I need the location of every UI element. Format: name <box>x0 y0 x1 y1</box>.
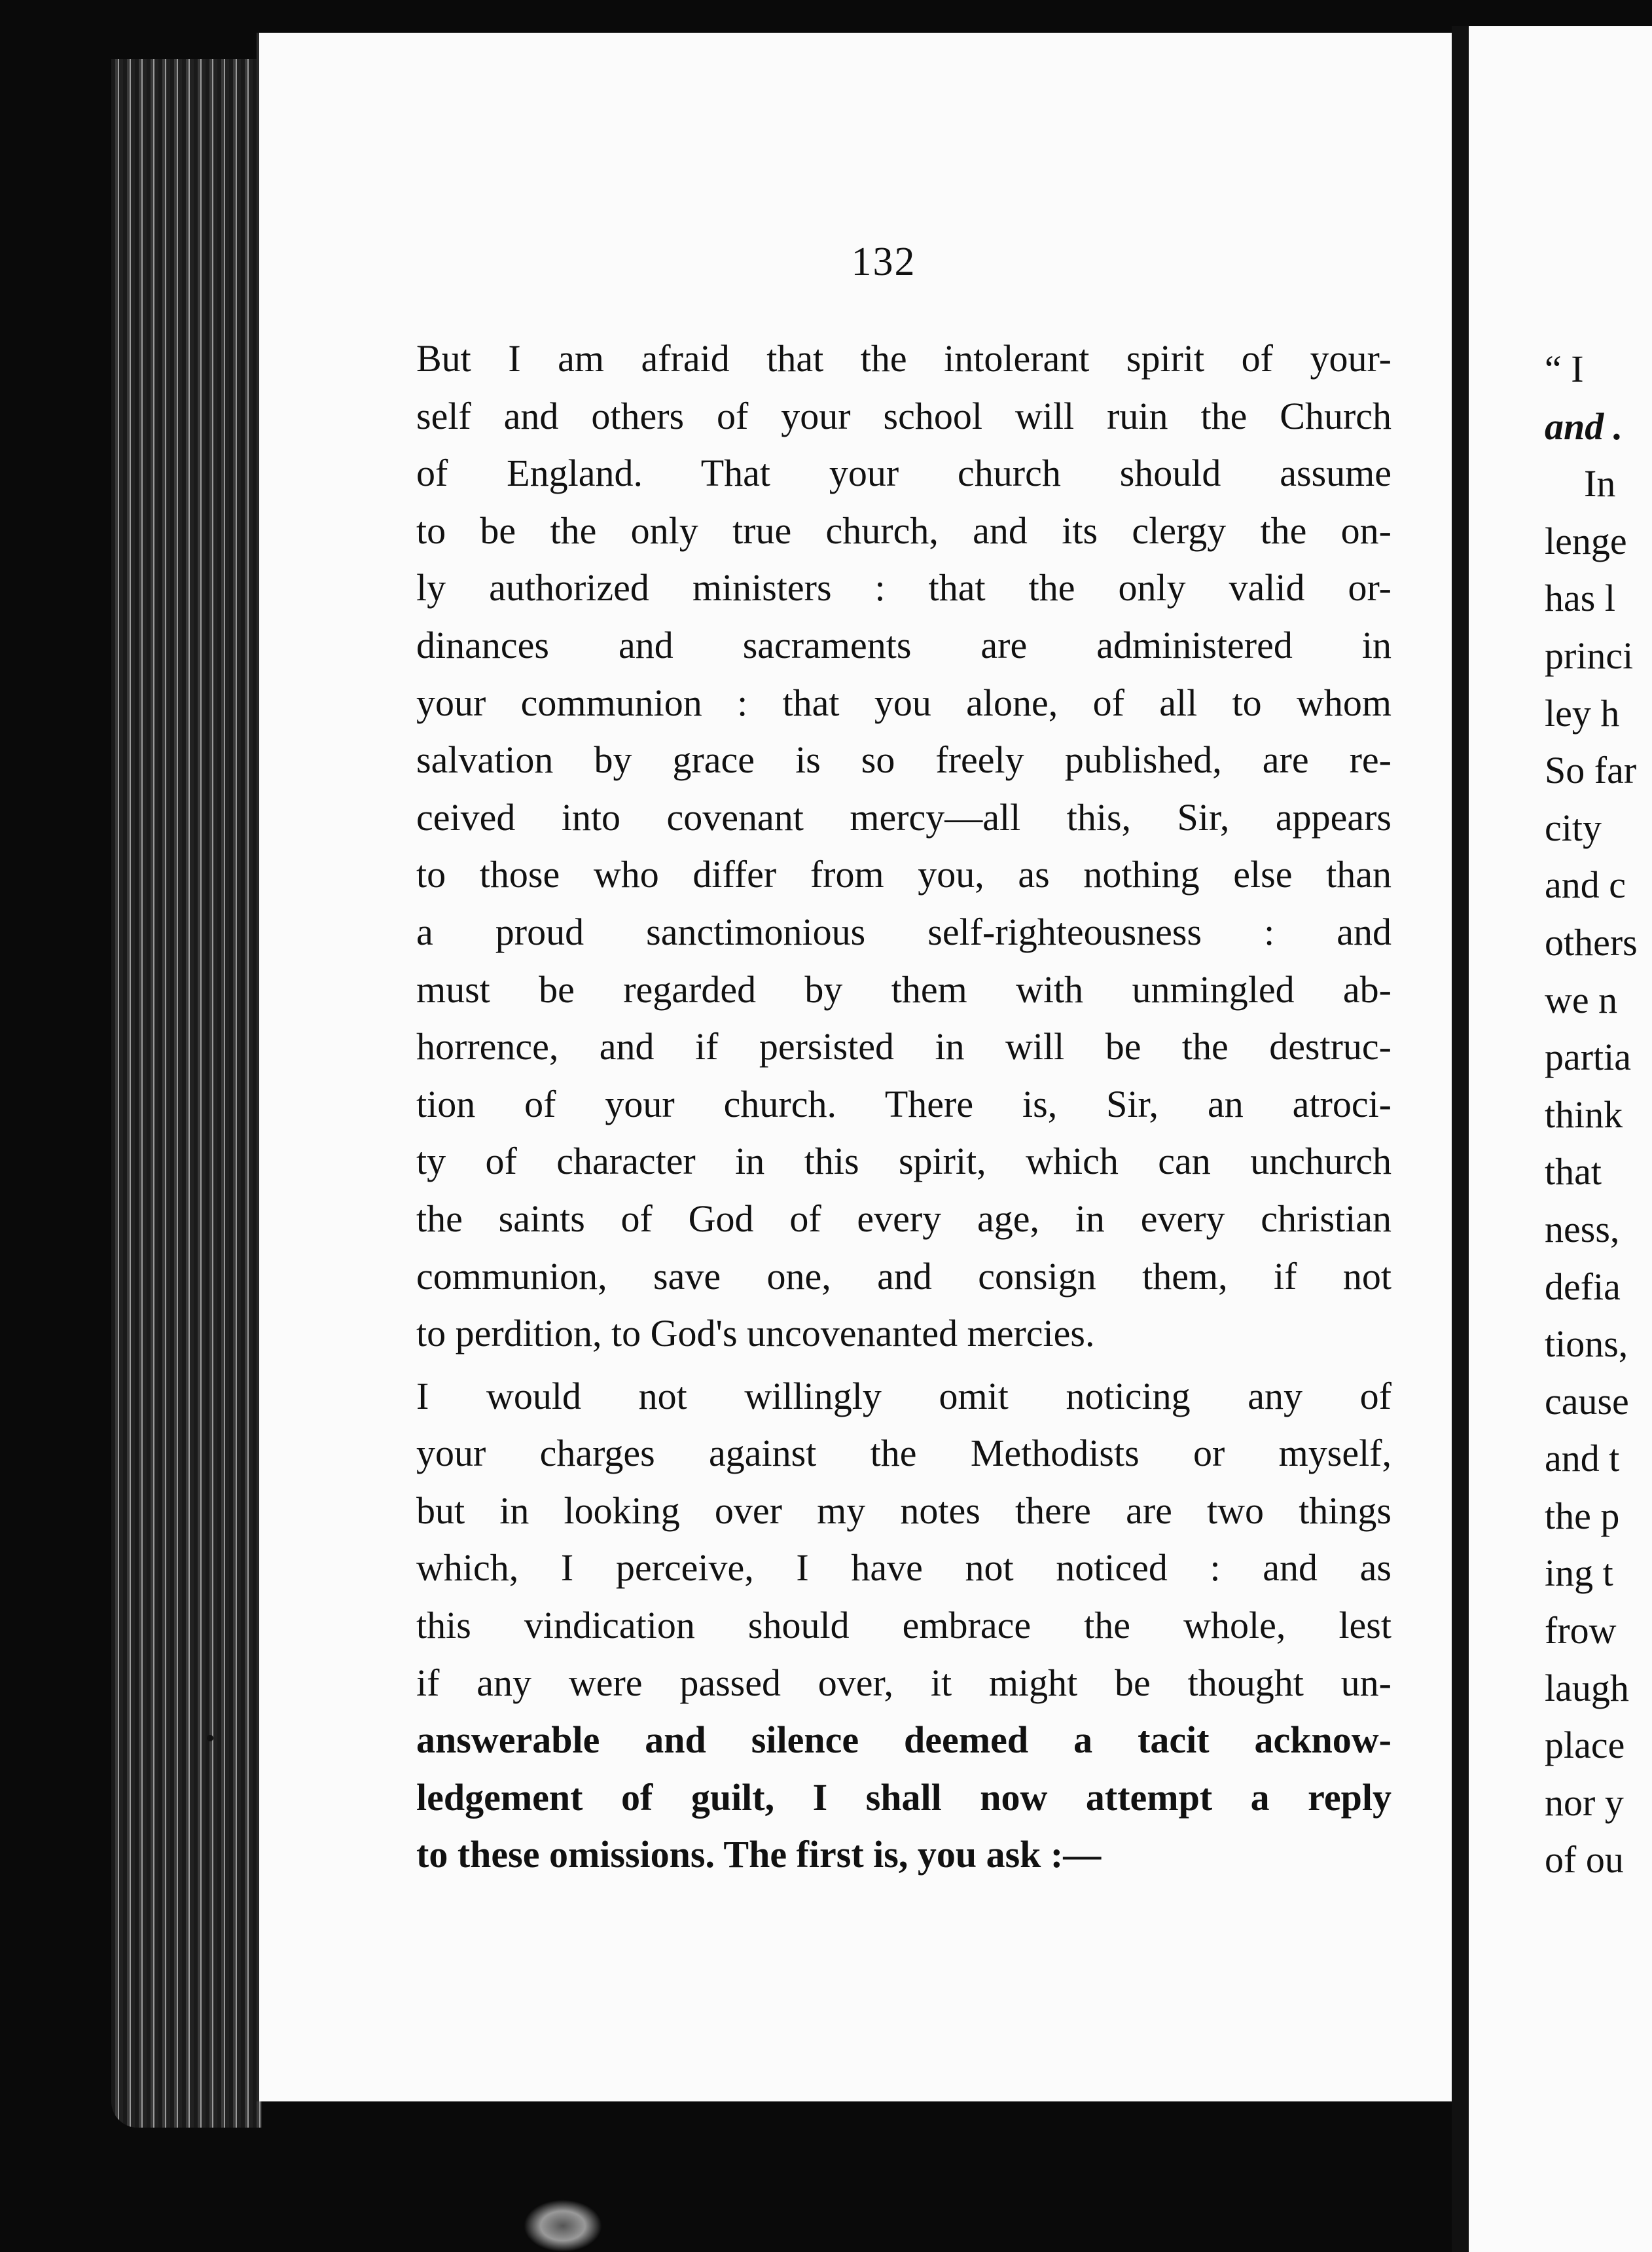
text-line: think <box>1545 1093 1623 1136</box>
text-line: ty of character in this spirit, which can unchurch <box>416 1140 1392 1183</box>
text-line: “ I <box>1545 348 1584 390</box>
text-line: your charges against the Methodists or myself, <box>416 1432 1392 1475</box>
text-line: ing t <box>1545 1552 1613 1595</box>
text-line: and . <box>1545 405 1623 448</box>
text-line: partia <box>1545 1036 1632 1079</box>
text-line: and c <box>1545 863 1626 907</box>
text-line: and t <box>1545 1437 1620 1480</box>
text-line: salvation by grace is so freely published, are re- <box>416 738 1392 782</box>
paragraph-1 <box>416 330 1392 1362</box>
text-line: ley h <box>1545 691 1620 735</box>
text-line: I would not willingly omit noticing any of <box>416 1374 1392 1417</box>
text-line: this vindication should embrace the whole, lest <box>416 1604 1392 1647</box>
text-line: to perdition, to God's uncovenanted mercies. <box>416 1312 1095 1355</box>
page-number: 132 <box>851 240 916 284</box>
left-page-body-text <box>416 330 1392 1883</box>
text-line: tions, <box>1545 1322 1628 1366</box>
text-line: answerable and silence deemed a tacit acknow- <box>416 1718 1392 1762</box>
text-line: to these omissions. The first is, you ask :— <box>416 1833 1102 1876</box>
text-line: place <box>1545 1724 1625 1767</box>
text-line: laugh <box>1545 1666 1629 1709</box>
text-line: lenge <box>1545 519 1627 562</box>
right-page-cropped-text <box>1545 340 1652 1889</box>
text-line: has l <box>1545 577 1615 620</box>
text-line: self and others of your school will ruin the Church <box>416 394 1392 437</box>
text-line: princi <box>1545 634 1634 677</box>
text-line: that <box>1545 1150 1602 1193</box>
text-line: a proud sanctimonious self-righteousness : and <box>416 910 1392 953</box>
text-line: must be regarded by them with unmingled ab- <box>416 968 1392 1011</box>
text-line: if any were passed over, it might be thought un- <box>416 1661 1392 1704</box>
text-line: your communion : that you alone, of all to whom <box>416 681 1392 724</box>
text-line: ceived into covenant mercy—all this, Sir, appears <box>416 795 1392 839</box>
text-line: we n <box>1545 978 1618 1021</box>
margin-ink-dot <box>207 1735 213 1741</box>
text-line: But I am afraid that the intolerant spirit of your- <box>416 337 1392 380</box>
text-line: frow <box>1545 1609 1617 1652</box>
scan-smudge <box>524 2200 602 2252</box>
text-line: to be the only true church, and its clergy the on- <box>416 509 1392 552</box>
text-line: So far <box>1545 749 1637 792</box>
text-line: nor y <box>1545 1781 1624 1824</box>
book-gutter <box>1452 26 1469 2252</box>
text-line: ly authorized ministers : that the only valid or- <box>416 566 1392 609</box>
text-line: the p <box>1545 1494 1620 1537</box>
text-line: which, I perceive, I have not noticed : and as <box>416 1546 1392 1589</box>
paragraph-2 <box>416 1368 1392 1883</box>
text-line: horrence, and if persisted in will be the destruc- <box>416 1025 1392 1068</box>
text-line: of England. That your church should assume <box>416 452 1392 495</box>
text-line: others <box>1545 920 1638 964</box>
text-line: of ou <box>1545 1838 1624 1881</box>
text-line: the saints of God of every age, in every christian <box>416 1197 1392 1240</box>
text-line: cause <box>1545 1379 1629 1423</box>
text-line: but in looking over my notes there are two things <box>416 1489 1392 1532</box>
text-line: dinances and sacraments are administered in <box>416 623 1392 666</box>
text-line: defia <box>1545 1265 1621 1308</box>
text-line: ness, <box>1545 1207 1620 1250</box>
text-line: ledgement of guilt, I shall now attempt a reply <box>416 1775 1392 1819</box>
book-page-edges <box>111 59 262 2128</box>
text-line: In <box>1584 462 1616 505</box>
text-line: city <box>1545 806 1602 849</box>
text-line: communion, save one, and consign them, if not <box>416 1254 1392 1298</box>
text-line: to those who differ from you, as nothing else than <box>416 853 1392 896</box>
text-line: tion of your church. There is, Sir, an atroci- <box>416 1082 1392 1125</box>
